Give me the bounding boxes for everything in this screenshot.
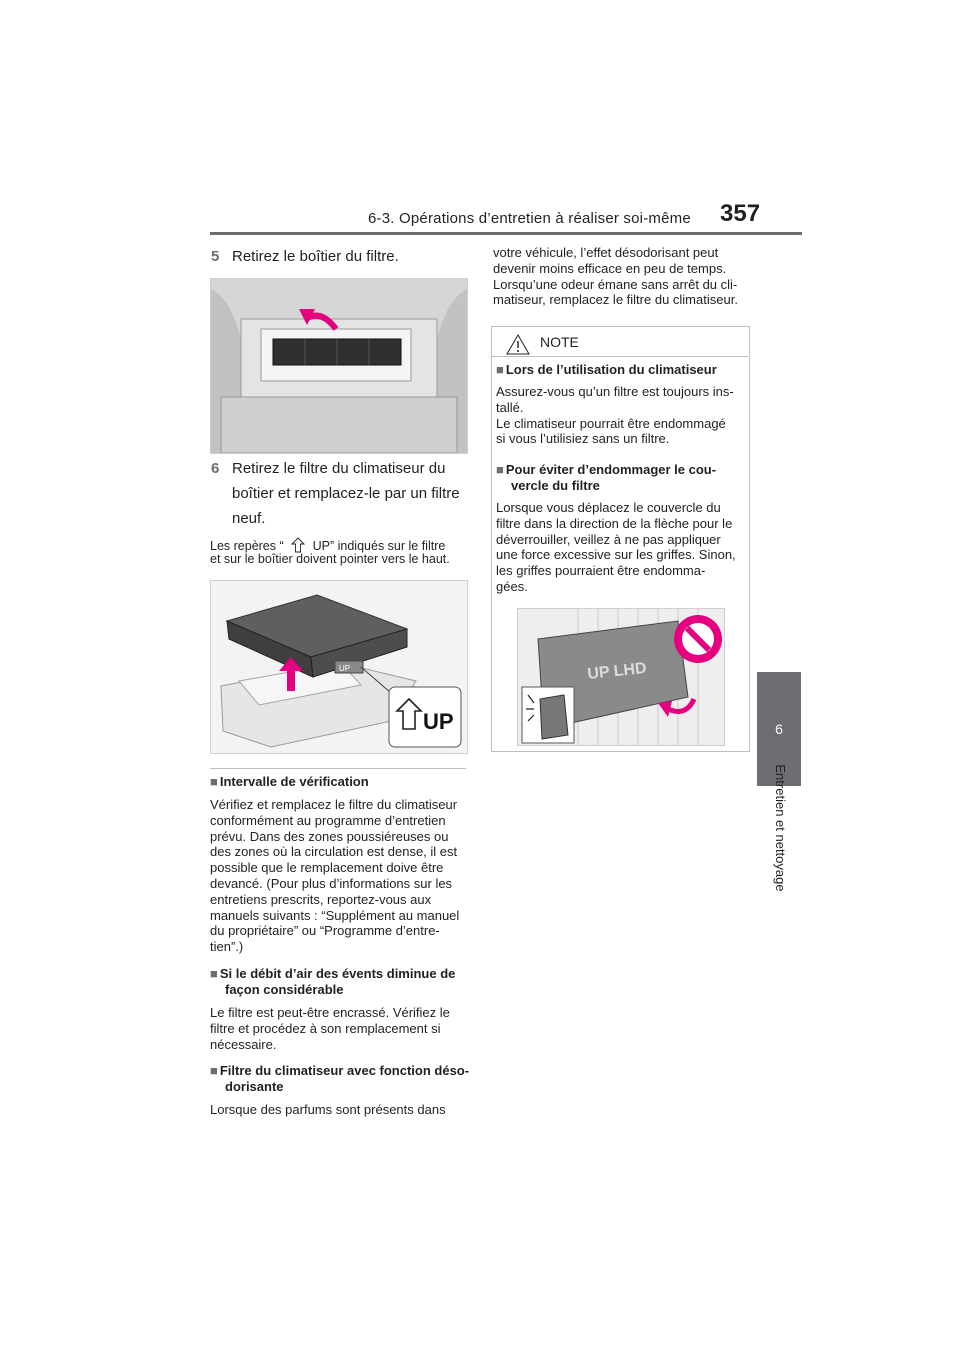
square-bullet-icon: ■ (210, 1063, 218, 1078)
text-line: Lorsqu’une odeur émane sans arrêt du cli- (493, 276, 738, 292)
text-line: filtre dans la direction de la flèche pour le (496, 515, 733, 531)
text-line: les griffes pourraient être endomma- (496, 563, 706, 579)
heading-text: Pour éviter d’endommager le cou- (505, 462, 717, 477)
chapter-title: Entretien et nettoyage (773, 764, 788, 892)
text-line: Lorsque vous déplacez le couvercle du (496, 500, 721, 515)
divider (210, 768, 466, 769)
caption-part: UP” indiqués sur le filtre (312, 539, 446, 553)
text-line: déverrouiller, veillez à ne pas appliquer (496, 531, 721, 547)
text-line: nécessaire. (210, 1036, 277, 1052)
note-heading (496, 462, 748, 494)
heading-text: Intervalle de vérification (219, 774, 369, 789)
caption-part: Les repères “ (210, 539, 284, 553)
text-line: prévu. Dans des zones poussiéreuses ou (210, 828, 449, 844)
text-line: des zones où la circulation est dense, il est (210, 844, 458, 860)
paragraph (210, 1102, 482, 1118)
text-line: manuels suivants : “Supplément au manuel (210, 907, 460, 923)
caption-line: et sur le boîtier doivent pointer vers le haut. (210, 552, 450, 566)
paragraph-continuation (493, 245, 755, 308)
text-line: matiseur, remplacez le filtre du climatiseur. (493, 292, 738, 308)
square-bullet-icon: ■ (210, 774, 218, 789)
text-line: tallé. (496, 399, 524, 415)
heading-text: dorisante (225, 1078, 284, 1094)
page-number: 357 (720, 200, 761, 227)
subsection-heading (210, 966, 482, 998)
subsection-heading (210, 774, 472, 790)
step-5 (211, 244, 471, 269)
text-line: Lorsque des parfums sont présents dans (210, 1102, 446, 1117)
up-marker-caption (210, 537, 480, 569)
note-title: NOTE (540, 334, 579, 350)
step-number: 6 (211, 460, 220, 477)
step-text-line: Retirez le filtre du climatiseur du (232, 460, 446, 477)
up-arrow-icon (291, 537, 305, 553)
heading-text: Si le débit d’air des évents diminue de (219, 966, 456, 981)
step-text-line: neuf. (232, 510, 266, 527)
up-lhd-label: UP LHD (586, 659, 648, 683)
text-line: entretiens prescrits, reportez-vous aux (210, 891, 432, 907)
filter-cover-figure (517, 608, 725, 746)
filter-case-illustration (211, 279, 467, 453)
up-label: UP (339, 664, 351, 673)
subsection-heading (210, 1063, 482, 1095)
text-line: filtre et procédez à son remplacement si (210, 1020, 441, 1036)
text-line: devenir moins efficace en peu de temps. (493, 260, 727, 276)
text-line: Assurez-vous qu’un filtre est toujours ins- (496, 384, 734, 399)
text-line: Vérifiez et remplacez le filtre du climatiseur (210, 797, 458, 812)
text-line: possible que le remplacement doive être (210, 860, 444, 876)
note-paragraph (496, 384, 748, 447)
paragraph (210, 797, 482, 955)
text-line: gées. (496, 578, 528, 594)
text-line: votre véhicule, l’effet désodorisant peut (493, 245, 719, 260)
header-rule (210, 232, 802, 235)
chapter-number: 6 (775, 721, 783, 737)
filter-replacement-figure (210, 580, 468, 754)
note-paragraph (496, 500, 748, 595)
heading-text: façon considérable (225, 981, 344, 997)
paragraph (210, 1005, 482, 1052)
text-line: devancé. (Pour plus d’informations sur les (210, 875, 453, 891)
heading-text: Lors de l’utilisation du climatiseur (505, 362, 717, 377)
square-bullet-icon: ■ (210, 966, 218, 981)
step-number: 5 (211, 248, 220, 265)
heading-text: Filtre du climatiseur avec fonction déso- (219, 1063, 470, 1078)
text-line: Le filtre est peut-être encrassé. Vérifiez le (210, 1005, 450, 1020)
filter-cover-illustration (518, 609, 724, 745)
text-line: tien”.) (210, 939, 244, 955)
filter-replacement-illustration (211, 581, 467, 753)
text-line: du propriétaire” ou “Programme d’entre- (210, 923, 440, 939)
note-heading (496, 362, 746, 378)
step-text-line: boîtier et remplacez-le par un filtre (232, 485, 460, 502)
text-line: si vous l’utilisiez sans un filtre. (496, 431, 670, 447)
up-label-large: UP (423, 709, 454, 734)
step-text: Retirez le boîtier du filtre. (232, 248, 399, 265)
section-title: 6-3. Opérations d’entretien à réaliser soi-même (368, 210, 691, 227)
square-bullet-icon: ■ (496, 462, 504, 477)
filter-case-figure (210, 278, 468, 454)
heading-text: vercle du filtre (511, 477, 600, 493)
text-line: une force excessive sur les griffes. Sinon, (496, 547, 736, 563)
note-divider (492, 356, 748, 357)
text-line: Le climatiseur pourrait être endommagé (496, 415, 726, 431)
step-6 (211, 456, 471, 531)
square-bullet-icon: ■ (496, 362, 504, 377)
text-line: conformément au programme d’entretien (210, 812, 446, 828)
